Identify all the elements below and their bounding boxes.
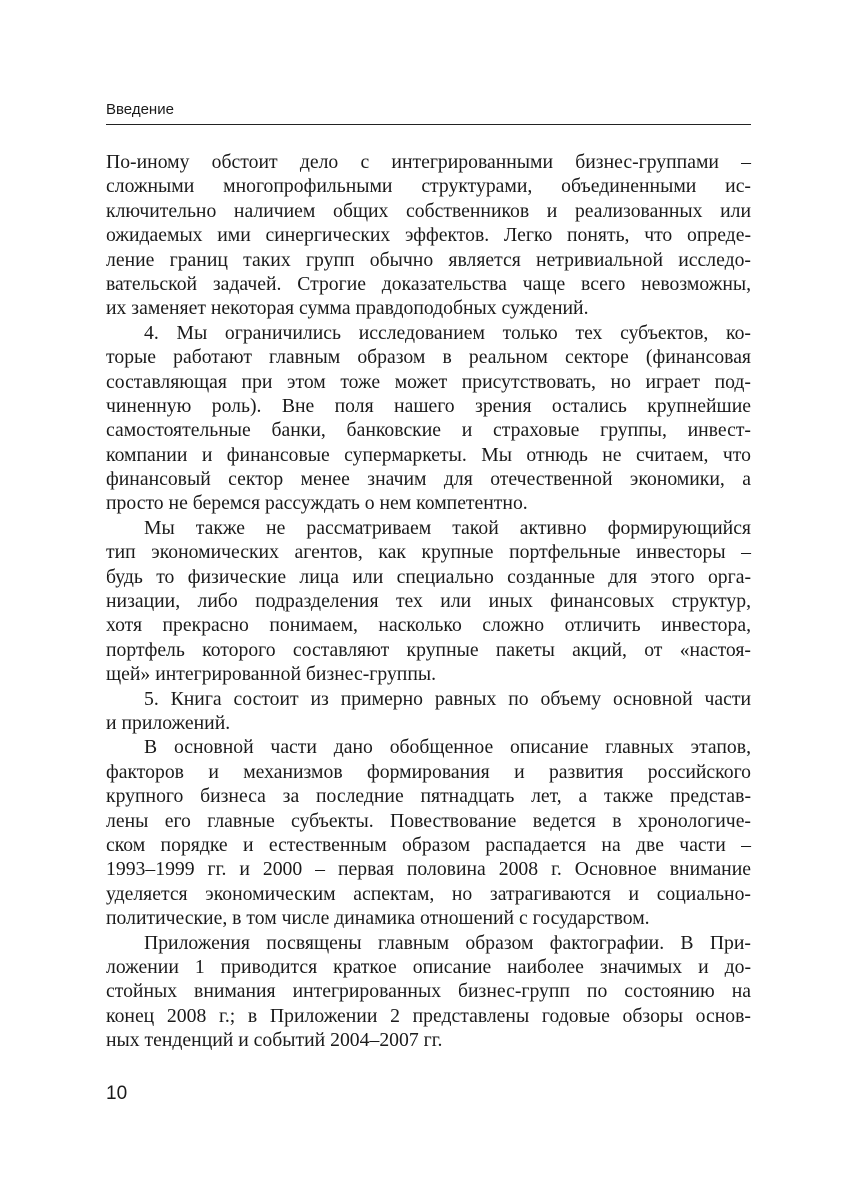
text-line: ключительно наличием общих собственников и реализованных или (106, 199, 751, 222)
text-line: ожидаемых ими синергических эффектов. Легко понять, что опреде- (106, 224, 751, 247)
text-line: компании и финансовые супермаркеты. Мы отнюдь не считаем, что (106, 443, 751, 466)
text-line: низации, либо подразделения тех или иных финансовых структур, (106, 590, 751, 613)
text-line: 4. Мы ограничились исследованием только тех субъектов, ко- (144, 321, 751, 344)
text-line: финансовый сектор менее значим для отечественной экономики, а (106, 468, 751, 491)
text-line: Мы также не рассматриваем такой активно формирующийся (144, 516, 751, 539)
text-line: По-иному обстоит дело с интегрированными бизнес-группами – (106, 151, 751, 173)
paragraph-1 (106, 150, 751, 321)
text-line: ском порядке и естественным образом распадается на две части – (106, 833, 751, 856)
text-line: ление границ таких групп обычно является нетривиальной исследо- (106, 248, 751, 271)
page-number: 10 (106, 1083, 128, 1104)
text-line: ных тенденций и событий 2004–2007 гг. (106, 1029, 443, 1052)
text-line: составляющая при этом тоже может присутствовать, но играет под- (106, 370, 751, 393)
paragraph-6 (106, 931, 751, 1053)
text-line: тип экономических агентов, как крупные портфельные инвесторы – (106, 541, 751, 564)
text-line: крупного бизнеса за последние пятнадцать лет, а также представ- (106, 785, 751, 808)
text-line: Приложения посвящены главным образом фактографии. В При- (144, 931, 751, 954)
text-line: 5. Книга состоит из примерно равных по объему основной части (144, 687, 751, 710)
text-line: хотя прекрасно понимаем, насколько сложно отличить инвестора, (106, 614, 751, 637)
text-line: конец 2008 г.; в Приложении 2 представлены годовые обзоры основ- (106, 1004, 751, 1027)
text-line: и приложений. (106, 711, 231, 734)
text-line: сложными многопрофильными структурами, объединенными ис- (106, 175, 751, 198)
text-line: портфель которого составляют крупные пакеты акций, от «настоя- (106, 638, 751, 661)
paragraph-4 (106, 687, 751, 736)
body-text (106, 150, 751, 1052)
text-line: 1993–1999 гг. и 2000 – первая половина 2008 г. Основное внимание (106, 858, 751, 881)
paragraph-2 (106, 321, 751, 516)
text-line: ложении 1 приводится краткое описание наиболее значимых и до- (106, 955, 751, 978)
text-line: вательской задачей. Строгие доказательства чаще всего невозможны, (106, 272, 751, 295)
running-title: Введение (106, 101, 174, 118)
text-line: чиненную роль). Вне поля нашего зрения остались крупнейшие (106, 394, 751, 417)
running-head (106, 100, 751, 125)
text-line: уделяется экономическим аспектам, но затрагиваются и социально- (106, 882, 751, 905)
text-line: будь то физические лица или специально созданные для этого орга- (106, 565, 751, 588)
paragraph-5 (106, 735, 751, 930)
text-line: стойных внимания интегрированных бизнес-групп по состоянию на (106, 980, 751, 1003)
text-line: факторов и механизмов формирования и развития российского (106, 760, 751, 783)
text-line: лены его главные субъекты. Повествование ведется в хронологиче- (106, 809, 751, 832)
text-line: политические, в том числе динамика отношений с государством. (106, 907, 650, 930)
text-line: щей» интегрированной бизнес-группы. (106, 663, 437, 686)
text-line: самостоятельные банки, банковские и страховые группы, инвест- (106, 419, 751, 442)
text-line: В основной части дано обобщенное описание главных этапов, (144, 736, 751, 759)
text-line: просто не беремся рассуждать о нем компетентно. (106, 492, 528, 515)
text-line: торые работают главным образом в реальном секторе (финансовая (106, 346, 751, 369)
text-line: их заменяет некоторая сумма правдоподобных суждений. (106, 297, 589, 320)
paragraph-3 (106, 516, 751, 687)
